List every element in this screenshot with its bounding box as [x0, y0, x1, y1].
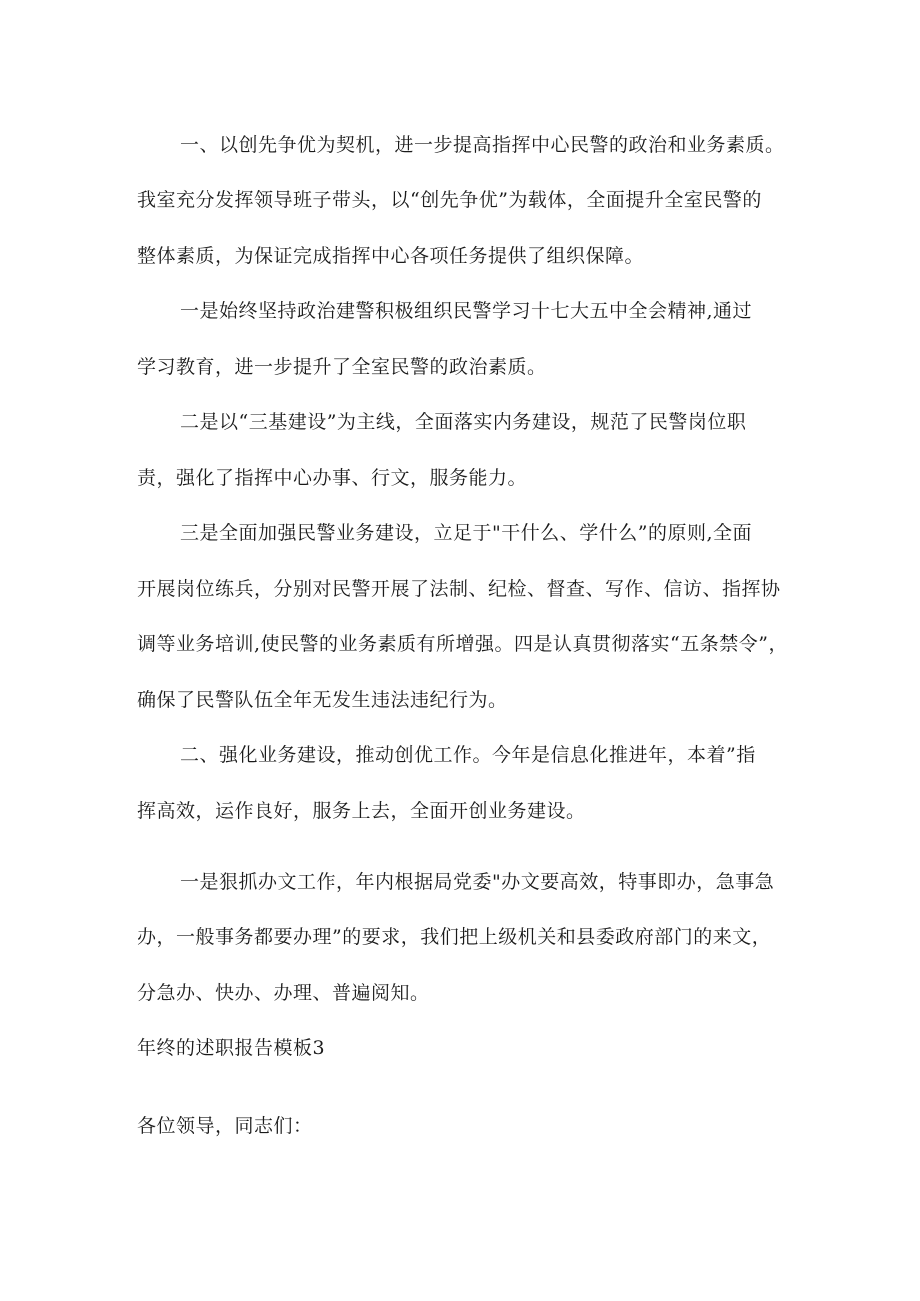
paragraph-line: 办，一般事务都要办理”的要求，我们把上级机关和县委政府部门的来文， [137, 926, 772, 948]
paragraph-line: 一是始终坚持政治建警积极组织民警学习十七大五中全会精神,通过 [180, 300, 753, 322]
paragraph-line: 调等业务培训,使民警的业务素质有所增强。四是认真贯彻落实“五条禁令”， [137, 633, 788, 655]
paragraph-line: 一、以创先争优为契机，进一步提高指挥中心民警的政治和业务素质。 [180, 134, 785, 156]
paragraph-line: 分急办、快办、办理、普遍阅知。 [137, 982, 430, 1004]
salutation: 各位领导，同志们： [137, 1115, 313, 1137]
paragraph-line: 三是全面加强民警业务建设，立足于"干什么、学什么”的原则,全面 [180, 522, 752, 544]
paragraph-line: 二是以“三基建设”为主线，全面落实内务建设，规范了民警岗位职 [180, 411, 747, 433]
paragraph-line: 确保了民警队伍全年无发生违法违纪行为。 [137, 689, 508, 711]
paragraph-line: 挥高效，运作良好，服务上去，全面开创业务建设。 [137, 800, 586, 822]
paragraph-line: 二、强化业务建设，推动创优工作。今年是信息化推进年，本着”指 [180, 744, 756, 766]
paragraph-line: 一是狠抓办文工作，年内根据局党委"办文要高效，特事即办，急事急 [180, 871, 775, 893]
paragraph-line: 整体素质，为保证完成指挥中心各项任务提供了组织保障。 [137, 245, 645, 267]
section-heading: 年终的述职报告模板3 [137, 1037, 326, 1059]
paragraph-line: 我室充分发挥领导班子带头，以“创先争优”为载体，全面提升全室民警的 [137, 189, 762, 211]
paragraph-line: 责，强化了指挥中心办事、行文，服务能力。 [137, 467, 528, 489]
paragraph-line: 开展岗位练兵，分别对民警开展了法制、纪检、督查、写作、信访、指挥协 [137, 578, 781, 600]
paragraph-line: 学习教育，进一步提升了全室民警的政治素质。 [137, 356, 547, 378]
